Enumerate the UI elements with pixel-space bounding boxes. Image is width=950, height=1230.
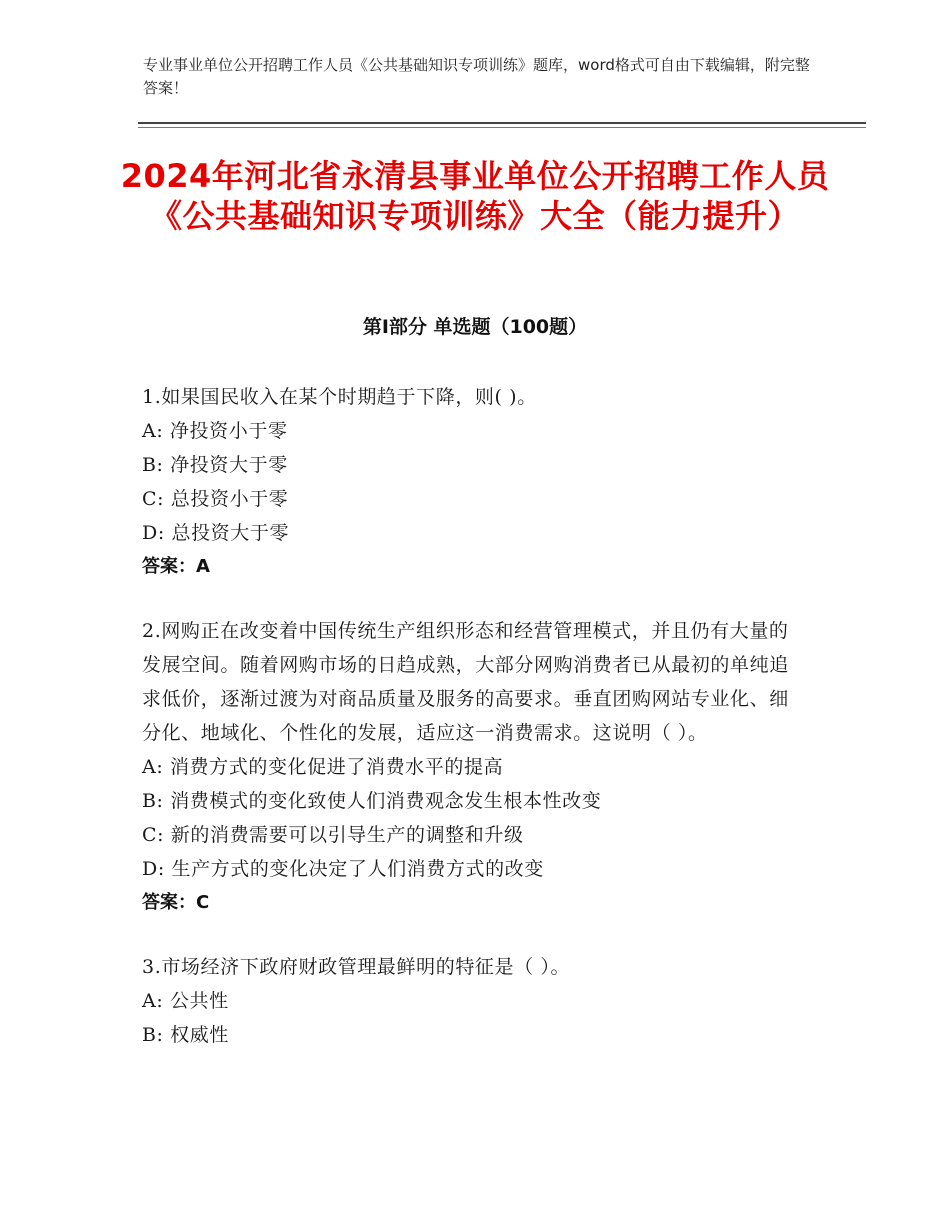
question-3 — [142, 950, 802, 1052]
question-text: 2.网购正在改变着中国传统生产组织形态和经营管理模式，并且仍有大量的发展空间。随着网购市场的日趋成熟，大部分网购消费者已从最初的单纯追求低价，逐渐过渡为对商品质量及服务的高要求。垂直团购网站专业化、细分化、地域化、个性化的发展，适应这一消费需求。这说明（ ）。 — [142, 620, 789, 744]
option-b: B: 消费模式的变化致使人们消费观念发生根本性改变 — [142, 790, 602, 812]
header-rule-thick — [138, 122, 866, 124]
header-rule-thin — [138, 127, 866, 128]
document-title: 2024年河北省永清县事业单位公开招聘工作人员《公共基础知识专项训练》大全（能力提升） — [120, 157, 830, 235]
answer: 答案：C — [142, 892, 210, 913]
option-c: C: 总投资小于零 — [142, 488, 289, 510]
question-2 — [142, 614, 802, 920]
question-text: 3.市场经济下政府财政管理最鲜明的特征是（ ）。 — [142, 956, 571, 978]
option-d: D: 生产方式的变化决定了人们消费方式的改变 — [142, 858, 544, 880]
question-text: 1.如果国民收入在某个时期趋于下降，则( )。 — [142, 386, 537, 408]
section-heading: 第Ⅰ部分 单选题（100题） — [362, 316, 588, 338]
question-list — [142, 380, 802, 1082]
answer: 答案：A — [142, 556, 210, 577]
question-1 — [142, 380, 802, 584]
option-b: B: 净投资大于零 — [142, 454, 288, 476]
option-a: A: 消费方式的变化促进了消费水平的提高 — [142, 756, 504, 778]
header-note: 专业事业单位公开招聘工作人员《公共基础知识专项训练》题库，word格式可自由下载编辑，附完整答案！ — [143, 56, 810, 97]
option-a: A: 公共性 — [142, 990, 229, 1012]
option-a: A: 净投资小于零 — [142, 420, 288, 442]
option-b: B: 权威性 — [142, 1024, 230, 1046]
option-d: D: 总投资大于零 — [142, 522, 290, 544]
option-c: C: 新的消费需要可以引导生产的调整和升级 — [142, 824, 524, 846]
